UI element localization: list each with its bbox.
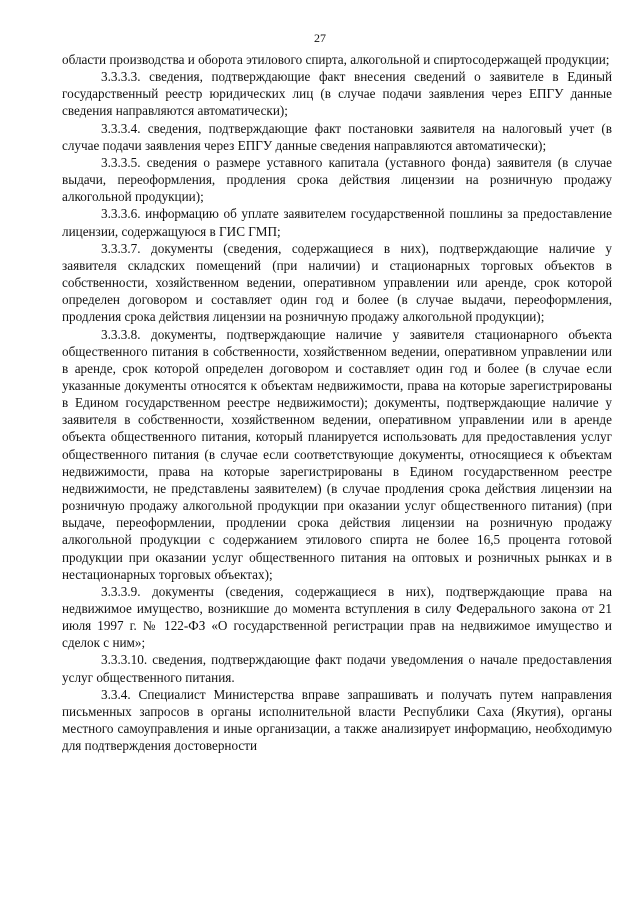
paragraph-continuation: области производства и оборота этилового спирта, алкогольной и спиртосодержащей продукции; xyxy=(62,52,610,67)
paragraph-3-3-3-3: 3.3.3.3. сведения, подтверждающие факт внесения сведений о заявителе в Единый государственный реестр юридических лиц (в случае подачи заявления через ЕПГУ данные сведения направляются автоматически); xyxy=(62,69,612,119)
paragraph-3-3-3-8: 3.3.3.8. документы, подтверждающие наличие у заявителя стационарного объекта общественного питания в собственности, хозяйственном ведении, оперативном управлении или в аренде, срок которой определен договором и составляет один год и более (в случае если указанные документы относятся к объектам недвижимости, права на которые зарегистрированы в Едином государственном реестре недвижимости); документы, подтверждающие наличие у заявителя в собственности, хозяйственном ведении, оперативном управлении или в аренде объекта общественного питания, который планируется использовать для предоставления услуг общественного питания (в случае если соответствующие документы, относящиеся к объектам недвижимости, права на которые зарегистрированы в Едином государственном реестре недвижимости, не представлены заявителем) (в случае продления срока действия лицензии на розничную продажу алкогольной продукции при оказании услуг общественного питания) (при выдаче, переоформлении, продлении срока действия лицензии на розничную продажу алкогольной продукции с содержанием этилового спирта не более 16,5 процента готовой продукции при оказании услуг общественного питания на оптовых и розничных рынках и в нестационарных торговых объектах); xyxy=(62,326,612,582)
paragraph-3-3-3-7: 3.3.3.7. документы (сведения, содержащиеся в них), подтверждающие наличие у заявителя складских помещений (при наличии) и стационарных торговых объектов в собственности, хозяйственном ведении, оперативном управлении или аренде, срок которой определен договором и составляет один год и более (в случае выдачи, переоформления, продления срока действия лицензии на розничную продажу алкогольной продукции); xyxy=(62,240,612,325)
paragraph-3-3-3-4: 3.3.3.4. сведения, подтверждающие факт постановки заявителя на налоговый учет (в случае подачи заявления через ЕПГУ данные сведения направляются автоматически); xyxy=(62,120,612,153)
paragraph-3-3-3-6: 3.3.3.6. информацию об уплате заявителем государственной пошлины за предоставление лицензии, содержащуюся в ГИС ГМП; xyxy=(62,206,612,239)
paragraph-3-3-4: 3.3.4. Специалист Министерства вправе запрашивать и получать путем направления письменных запросов в органы исполнительной власти Республики Саха (Якутия), органы местного самоуправления и иные организации, а также анализирует информацию, необходимую для подтверждения достоверности xyxy=(62,686,612,754)
page-number: 27 xyxy=(314,31,326,45)
document-body xyxy=(62,51,612,754)
paragraph-3-3-3-10: 3.3.3.10. сведения, подтверждающие факт подачи уведомления о начале предоставления услуг общественного питания. xyxy=(62,652,612,685)
paragraph-3-3-3-9: 3.3.3.9. документы (сведения, содержащиеся в них), подтверждающие права на недвижимое имущество, возникшие до момента вступления в силу Федерального закона от 21 июля 1997 г. № 122-ФЗ «О государственной регистрации прав на недвижимое имущество и сделок с ним»; xyxy=(62,583,612,651)
paragraph-3-3-3-5: 3.3.3.5. сведения о размере уставного капитала (уставного фонда) заявителя (в случае выдачи, переоформления, продления срока действия лицензии на розничную продажу алкогольной продукции); xyxy=(62,154,612,205)
